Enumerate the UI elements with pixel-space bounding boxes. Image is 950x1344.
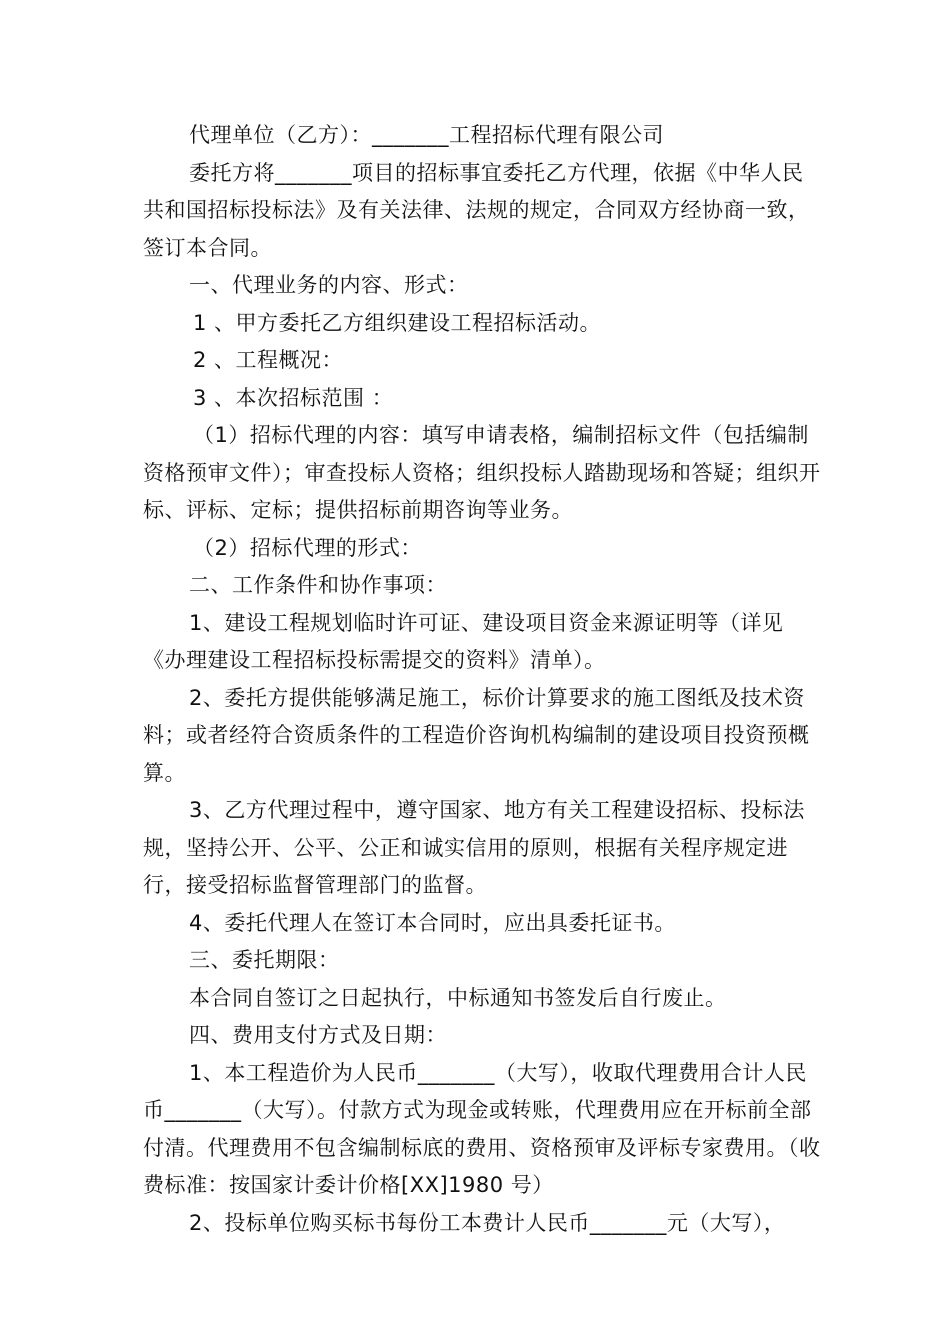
section-2-item-3: 3、乙方代理过程中，遵守国家、地方有关工程建设招标、投标法规，坚持公开、公平、公正和诚实信用的原则，根据有关程序规定进行，接受招标监督管理部门的监督。 — [143, 798, 805, 897]
entrustment-paragraph: 委托方将_______项目的招标事宜委托乙方代理，依据《中华人民共和国招标投标法》及有关法律、法规的规定，合同双方经协商一致，签订本合同。 — [143, 160, 810, 260]
section-2-item-2: 2、委托方提供能够满足施工，标价计算要求的施工图纸及技术资料；或者经符合资质条件的工程造价咨询机构编制的建设项目投资预概算。 — [143, 685, 810, 785]
section-1-heading: 一、代理业务的内容、形式： — [189, 273, 469, 297]
section-4-item-2: 2、投标单位购买标书每份工本费计人民币_______元（大写）， — [189, 1210, 786, 1235]
agent-party-line: 代理单位（乙方）：_______工程招标代理有限公司 — [189, 123, 664, 147]
section-2-item-1: 1、建设工程规划临时许可证、建设项目资金来源证明等（详见《办理建设工程招标投标需提交的资料》清单）。 — [143, 610, 784, 672]
section-1-sub-1: （1）招标代理的内容：填写申请表格，编制招标文件（包括编制资格预审文件）；审查投标人资格；组织投标人踏勘现场和答疑；组织开标、评标、定标；提供招标前期咨询等业务。 — [143, 423, 821, 522]
section-1-item-3: 3 、本次招标范围 ： — [193, 385, 394, 410]
document-body — [143, 117, 823, 1242]
section-2-item-4: 4、委托代理人在签订本合同时，应出具委托证书。 — [189, 910, 676, 935]
section-1-item-1: 1 、甲方委托乙方组织建设工程招标活动。 — [193, 310, 602, 335]
section-3-heading: 三、委托期限： — [189, 948, 340, 972]
section-1-item-2: 2 、工程概况： — [193, 348, 344, 372]
section-4-item-1: 1、本工程造价为人民币_______（大写），收取代理费用合计人民币_______（大写）。付款方式为现金或转账，代理费用应在开标前全部付清。代理费用不包含编制标底的费用、资格预审及评标专家费用。（收费标准：按国家计委计价格[XX]1980 号） — [143, 1060, 821, 1197]
section-4-heading: 四、费用支付方式及日期： — [189, 1023, 447, 1047]
section-3-body: 本合同自签订之日起执行，中标通知书签发后自行废止。 — [189, 985, 727, 1010]
section-2-heading: 二、工作条件和协作事项： — [189, 573, 447, 597]
section-1-sub-2: （2）招标代理的形式： — [193, 535, 422, 560]
